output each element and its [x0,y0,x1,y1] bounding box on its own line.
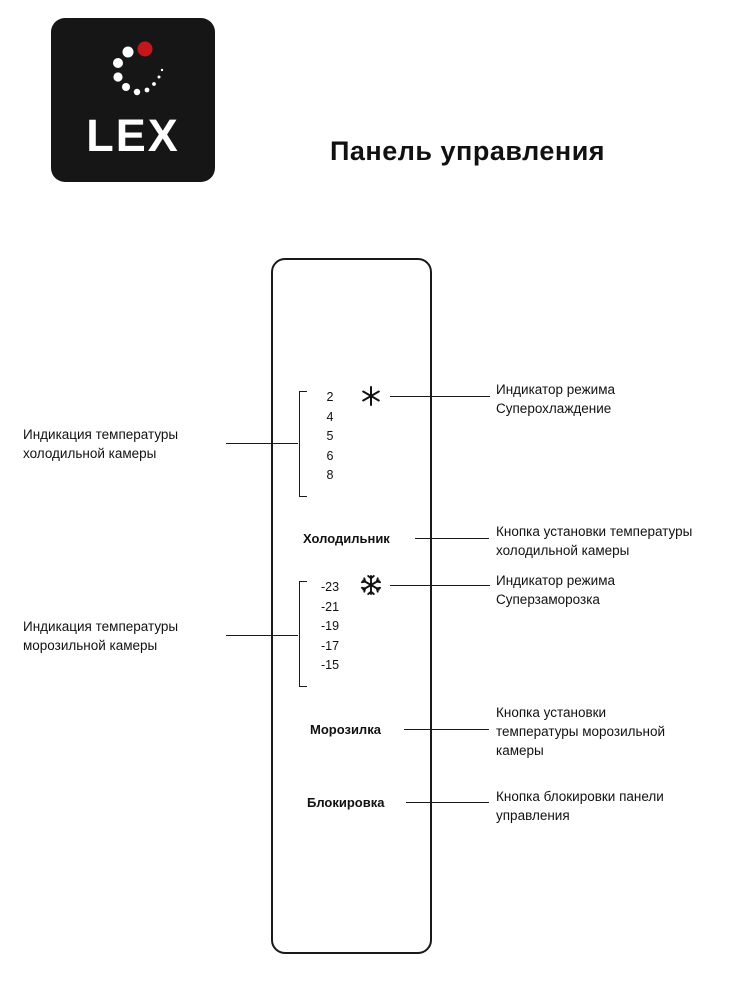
freezer-scale-value: -23 [320,580,340,594]
callout-line-text: Индикатор режима [496,573,616,588]
page-title: Панель управления [330,136,606,166]
freezer-scale-value: -19 [320,619,340,633]
callout-line-text: Суперохлаждение [496,401,612,416]
callout-super-freeze [496,571,726,609]
brand-logo-text: LEX [86,110,180,161]
freezer-temperature-scale [313,578,347,676]
asterisk-super-cool-icon [360,385,382,407]
callout-line-text: холодильной камеры [496,543,630,558]
fridge-scale-value: 8 [326,468,334,482]
callout-line-text: Кнопка установки [496,705,607,720]
callout-line-btn-fridge [415,538,489,539]
freezer-scale-value: -15 [320,658,340,672]
panel-lock-button[interactable]: Блокировка [307,795,385,810]
callout-temp-freezer [23,617,223,655]
callout-line-text: Индикация температуры [23,427,179,442]
fridge-temp-button[interactable]: Холодильник [303,531,390,546]
callout-line-text: Кнопка блокировки панели [496,789,664,804]
fridge-scale-value: 5 [326,429,334,443]
callout-line-super-freeze [390,585,490,586]
callout-line-text: холодильной камеры [23,446,157,461]
callout-btn-lock [496,787,711,825]
callout-line-text: Индикатор режима [496,382,616,397]
callout-line-btn-freezer [404,729,489,730]
callout-line-text: Кнопка установки температуры [496,524,693,539]
callout-line-btn-lock [406,802,489,803]
freezer-scale-bracket [299,581,307,687]
fridge-scale-value: 2 [326,390,334,404]
callout-line-temp-fridge [226,443,298,444]
callout-line-temp-freezer [226,635,298,636]
callout-line-text: камеры [496,743,544,758]
callout-temp-fridge [23,425,223,463]
fridge-temperature-scale [313,388,347,486]
callout-line-text: Индикация температуры [23,619,179,634]
fridge-scale-value: 6 [326,448,334,463]
callout-btn-fridge [496,522,741,560]
snowflake-super-freeze-icon [360,574,382,596]
freezer-scale-value: -21 [320,599,340,614]
callout-line-text: температуры морозильной [496,724,666,739]
brand-logo-box [51,18,215,182]
callout-super-cool [496,380,726,418]
callout-line-super-cool [390,396,490,397]
callout-btn-freezer [496,703,711,760]
fridge-scale-value: 4 [326,409,334,424]
fridge-scale-bracket [299,391,307,497]
callout-line-text: управления [496,808,570,823]
callout-line-text: Суперзаморозка [496,592,600,607]
freezer-temp-button[interactable]: Морозилка [310,722,381,737]
control-panel [271,258,432,954]
lex-spiral-logo-icon [98,40,168,102]
freezer-scale-value: -17 [320,638,340,653]
callout-line-text: морозильной камеры [23,638,158,653]
